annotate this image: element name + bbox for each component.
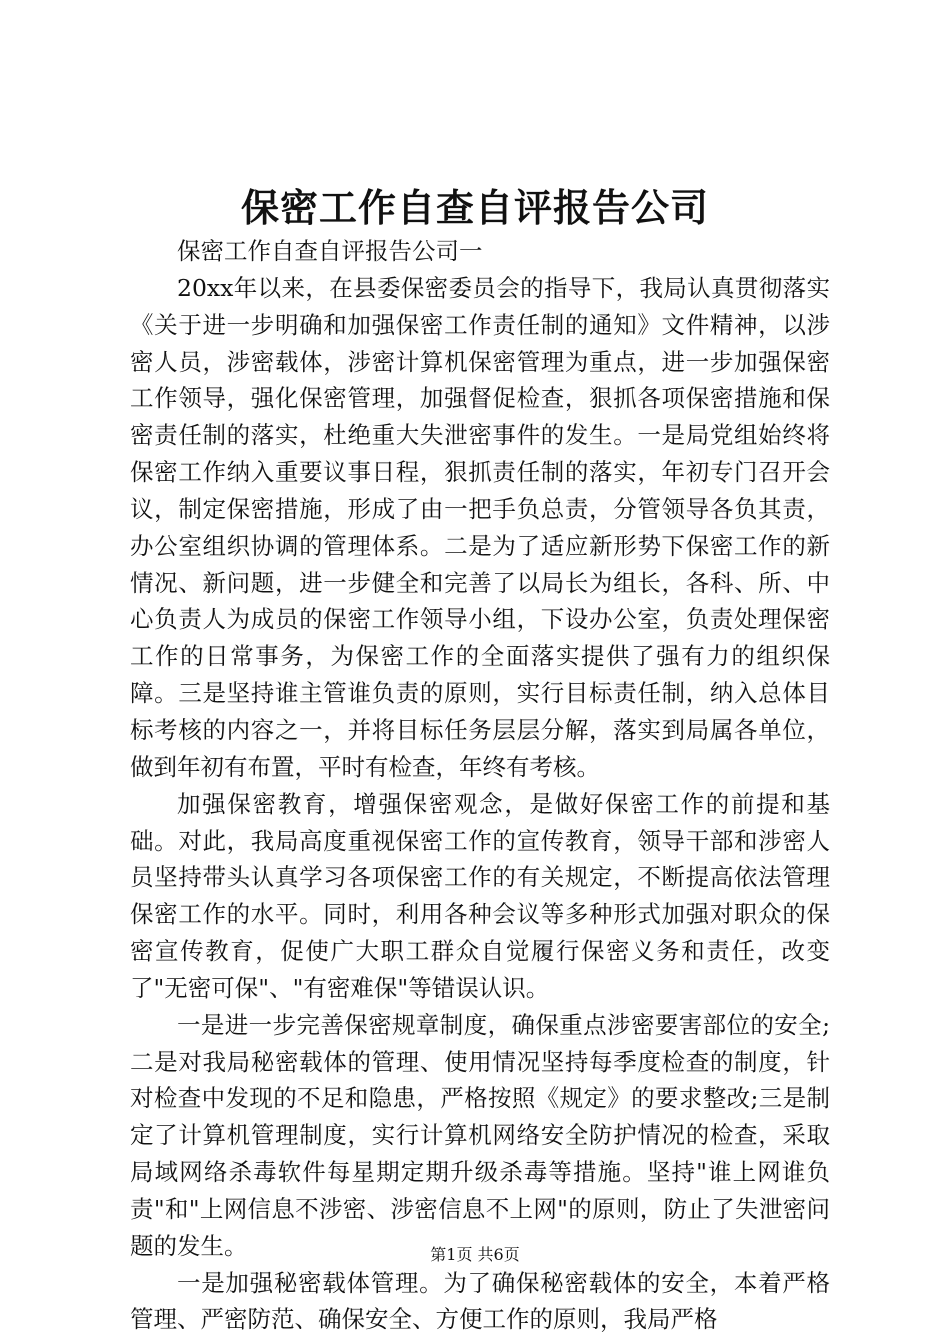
paragraph-1: 20xx年以来，在县委保密委员会的指导下，我局认真贯彻落实《关于进一步明确和加强保密工作责任制的通知》文件精神，以涉密人员，涉密载体，涉密计算机保密管理为重点，进一步加强保密工作领导，强化保密管理，加强督促检查，狠抓各项保密措施和保密责任制的落实，杜绝重大失泄密事件的发生。一是局党组始终将保密工作纳入重要议事日程，狠抓责任制的落实，年初专门召开会议，制定保密措施，形成了由一把手负总责，分管领导各负其责，办公室组织协调的管理体系。二是为了适应新形势下保密工作的新情况、新问题，进一步健全和完善了以局长为组长，各科、所、中心负责人为成员的保密工作领导小组，下设办公室，负责处理保密工作的日常事务，为保密工作的全面落实提供了强有力的组织保障。三是坚持谁主管谁负责的原则，实行目标责任制，纳入总体目标考核的内容之一，并将目标任务层层分解，落实到局属各单位，做到年初有布置，平时有检查，年终有考核。 (130, 273, 830, 781)
document-body (130, 233, 830, 1338)
document-subtitle: 保密工作自查自评报告公司一 (177, 237, 483, 265)
paragraph-4: 一是加强秘密载体管理。为了确保秘密载体的安全，本着严格管理、严密防范、确保安全、方便工作的原则，我局严格 (130, 1268, 830, 1334)
document-title: 保密工作自查自评报告公司 (240, 185, 709, 230)
paragraph-3: 一是进一步完善保密规章制度，确保重点涉密要害部位的安全;二是对我局秘密载体的管理、使用情况坚持每季度检查的制度，针对检查中发现的不足和隐患，严格按照《规定》的要求整改;三是制定了计算机管理制度，实行计算机网络安全防护情况的检查，采取局域网络杀毒软件每星期定期升级杀毒等措施。坚持"谁上网谁负责"和"上网信息不涉密、涉密信息不上网"的原则，防止了失泄密问题的发生。 (130, 1010, 830, 1260)
paragraph-2: 加强保密教育，增强保密观念，是做好保密工作的前提和基础。对此，我局高度重视保密工作的宣传教育，领导干部和涉密人员坚持带头认真学习各项保密工作的有关规定，不断提高依法管理保密工作的水平。同时，利用各种会议等多种形式加强对职众的保密宣传教育，促使广大职工群众自觉履行保密义务和责任，改变了"无密可保"、"有密难保"等错误认识。 (130, 789, 830, 1002)
page-footer: 第1页 共6页 (430, 1245, 520, 1264)
